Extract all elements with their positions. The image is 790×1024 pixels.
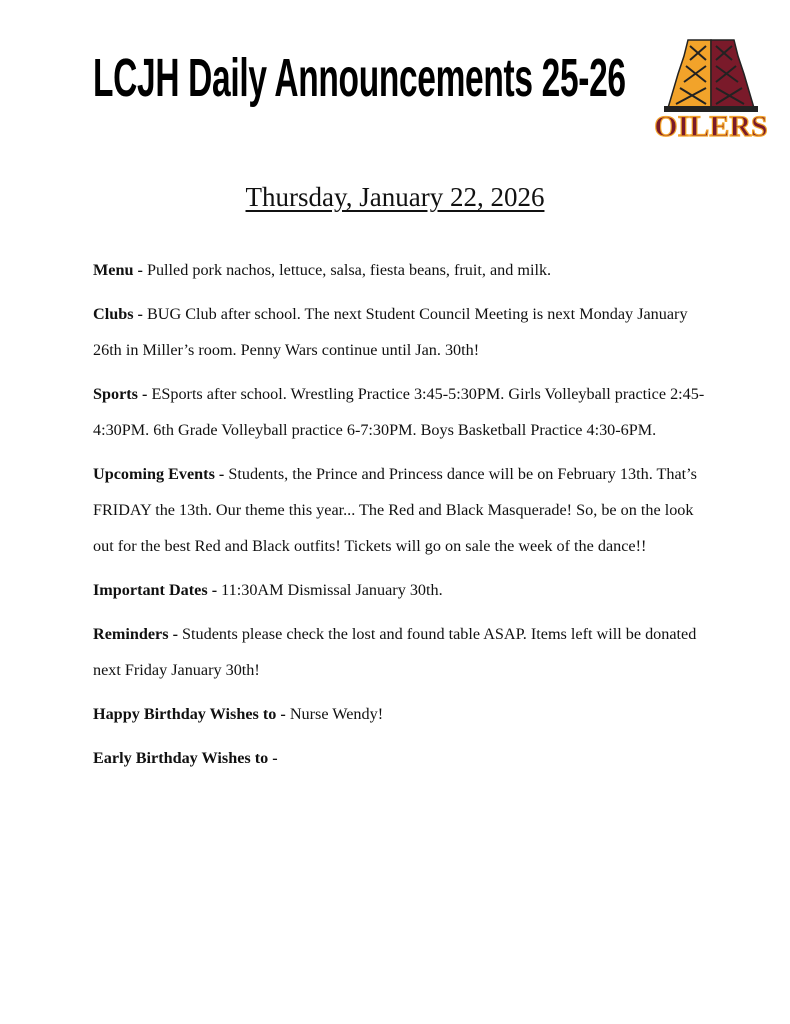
section-label: Menu - (93, 261, 143, 279)
announcement-date: Thursday, January 22, 2026 (245, 182, 545, 212)
section-text: Students, the Prince and Princess dance will be on February 13th. That’s FRIDAY the 13th. Our theme this year... The Red and Black Masquerade! So, be on the look out for the best Red and Black outfits! Tickets will go on sale the week of the dance!! (93, 465, 697, 555)
section-text: Pulled pork nachos, lettuce, salsa, fiesta beans, fruit, and milk. (142, 261, 552, 279)
section-text: Students please check the lost and found table ASAP. Items left will be donated next Friday January 30th! (93, 625, 697, 679)
section-clubs (93, 296, 711, 368)
section-menu (93, 252, 711, 288)
section-important-dates (93, 572, 711, 608)
section-label: Upcoming Events - (93, 465, 225, 483)
section-happy-birthday (93, 696, 711, 732)
section-upcoming-events (93, 456, 711, 564)
section-text: BUG Club after school. The next Student Council Meeting is next Monday January 26th in Miller’s room. Penny Wars continue until Jan. 30th! (93, 305, 688, 359)
section-label: Important Dates - (93, 581, 218, 599)
section-sports (93, 376, 711, 448)
section-label: Early Birthday Wishes to - (93, 749, 278, 767)
announcement-body (93, 252, 711, 784)
section-label: Sports - (93, 385, 148, 403)
section-label: Reminders - (93, 625, 178, 643)
oilers-logo (650, 36, 772, 142)
page-title: LCJH Daily Announcements 25-26 (93, 48, 626, 108)
section-text: Nurse Wendy! (285, 705, 384, 723)
section-text: ESports after school. Wrestling Practice 3:45-5:30PM. Girls Volleyball practice 2:45-4:30PM. 6th Grade Volleyball practice 6-7:30PM. Boys Basketball Practice 4:30-6PM. (93, 385, 705, 439)
svg-text:OILERS: OILERS (654, 110, 768, 142)
section-label: Happy Birthday Wishes to - (93, 705, 286, 723)
section-label: Clubs - (93, 305, 143, 323)
section-early-birthday (93, 740, 711, 776)
section-reminders (93, 616, 711, 688)
section-text: 11:30AM Dismissal January 30th. (217, 581, 443, 599)
